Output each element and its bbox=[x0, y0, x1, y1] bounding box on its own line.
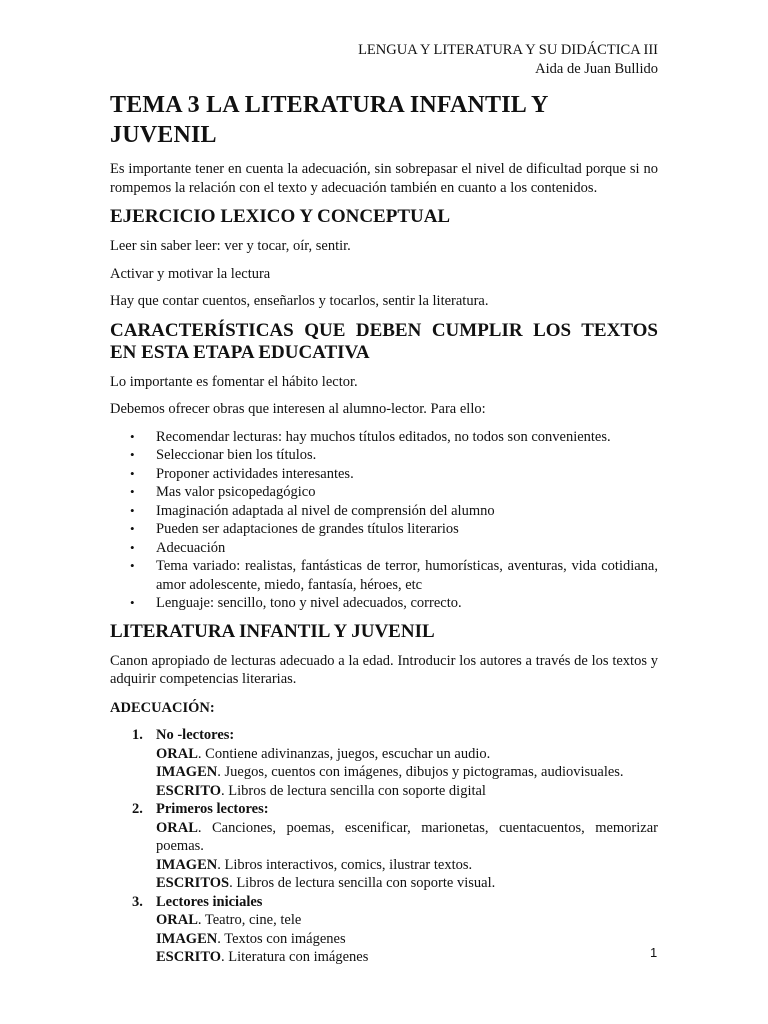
mode-text: . Libros de lectura sencilla con soporte digital bbox=[221, 782, 486, 799]
mode-line bbox=[156, 948, 658, 967]
level-title: Primeros lectores: bbox=[156, 801, 269, 817]
list-item-level bbox=[110, 893, 658, 967]
list-number: 3. bbox=[132, 893, 143, 910]
list-item bbox=[110, 594, 658, 613]
bullet-icon: • bbox=[130, 428, 135, 444]
mode-text: . Canciones, poemas, escenificar, marionetas, cuentacuentos, memorizar poemas. bbox=[156, 819, 658, 854]
list-item bbox=[110, 502, 658, 521]
bullet-icon: • bbox=[130, 558, 135, 573]
bullet-icon: • bbox=[130, 447, 135, 462]
intro-paragraph: Es importante tener en cuenta la adecuación, sin sobrepasar el nivel de dificultad porque si no rompemos la relación con el texto y adecuación también en cuanto a los contenidos. bbox=[110, 161, 658, 196]
mode-text: . Juegos, cuentos con imágenes, dibujos y pictogramas, audiovisuales. bbox=[217, 764, 624, 780]
mode-label: ESCRITO bbox=[156, 782, 222, 799]
list-item bbox=[110, 483, 658, 502]
list-item-text: Recomendar lecturas: hay muchos títulos editados, no todos son convenientes. bbox=[156, 428, 611, 445]
list-item-text: Tema variado: realistas, fantásticas de terror, humorísticas, aventuras, vida cotidiana, amor adolescente, miedo, fantasía, héroes, etc bbox=[156, 558, 658, 593]
section-heading-ejercicio: EJERCICIO LEXICO Y CONCEPTUAL bbox=[110, 206, 451, 227]
section-heading-literatura: LITERATURA INFANTIL Y JUVENIL bbox=[110, 620, 435, 642]
list-number: 2. bbox=[132, 801, 143, 817]
mode-line bbox=[156, 930, 658, 949]
page-number: 1 bbox=[650, 945, 658, 960]
level-title: Lectores iniciales bbox=[156, 893, 263, 910]
page-title: TEMA 3 LA LITERATURA INFANTIL Y JUVENIL bbox=[110, 92, 548, 148]
list-item-level bbox=[110, 800, 658, 893]
mode-text: . Libros interactivos, comics, ilustrar textos. bbox=[217, 856, 473, 873]
list-item bbox=[110, 539, 658, 558]
subheading-adecuacion: ADECUACIÓN: bbox=[110, 699, 215, 716]
header-author: Aida de Juan Bullido bbox=[535, 61, 658, 77]
bullet-list bbox=[110, 428, 658, 613]
bullet-icon: • bbox=[130, 502, 135, 518]
header-course: LENGUA Y LITERATURA Y SU DIDÁCTICA III bbox=[358, 42, 658, 58]
list-item bbox=[110, 428, 658, 447]
mode-label: IMAGEN bbox=[156, 930, 218, 947]
list-item-text: Imaginación adaptada al nivel de comprensión del alumno bbox=[156, 502, 495, 519]
mode-label: ORAL bbox=[156, 745, 198, 762]
list-item bbox=[110, 446, 658, 465]
mode-label: ESCRITO bbox=[156, 949, 222, 965]
list-item-text: Mas valor psicopedagógico bbox=[156, 484, 316, 500]
mode-label: IMAGEN bbox=[156, 856, 218, 873]
list-item bbox=[110, 557, 658, 594]
mode-line bbox=[156, 911, 658, 930]
mode-text: . Textos con imágenes bbox=[217, 930, 346, 947]
bullet-icon: • bbox=[130, 484, 135, 499]
mode-text: . Literatura con imágenes bbox=[221, 949, 369, 965]
page-header bbox=[358, 41, 658, 79]
mode-text: . Teatro, cine, tele bbox=[197, 912, 302, 928]
numbered-list bbox=[110, 726, 658, 967]
paragraph: Leer sin saber leer: ver y tocar, oír, sentir. bbox=[110, 238, 351, 254]
mode-label: ORAL bbox=[156, 819, 198, 836]
list-item-text: Pueden ser adaptaciones de grandes títulos literarios bbox=[156, 521, 459, 537]
bullet-icon: • bbox=[130, 539, 135, 555]
paragraph: Hay que contar cuentos, enseñarlos y tocarlos, sentir la literatura. bbox=[110, 293, 489, 309]
list-item-text: Proponer actividades interesantes. bbox=[156, 465, 354, 482]
paragraph: Activar y motivar la lectura bbox=[110, 265, 271, 282]
mode-label: IMAGEN bbox=[156, 764, 218, 780]
list-number: 1. bbox=[132, 727, 143, 743]
mode-text: . Libros de lectura sencilla con soporte visual. bbox=[229, 875, 496, 891]
list-item-level bbox=[110, 726, 658, 800]
mode-line bbox=[156, 745, 658, 764]
bullet-icon: • bbox=[130, 465, 135, 481]
mode-line bbox=[156, 874, 658, 893]
paragraph: Canon apropiado de lecturas adecuado a la edad. Introducir los autores a través de los textos y adquirir competencias literarias. bbox=[110, 652, 658, 687]
level-title: No -lectores: bbox=[156, 727, 235, 743]
bullet-icon: • bbox=[130, 595, 135, 610]
mode-label: ESCRITOS bbox=[156, 875, 230, 891]
list-item bbox=[110, 465, 658, 484]
list-item-text: Lenguaje: sencillo, tono y nivel adecuados, correcto. bbox=[156, 595, 462, 611]
section-heading-caracteristicas: CARACTERÍSTICAS QUE DEBEN CUMPLIR LOS TEXTOS EN ESTA ETAPA EDUCATIVA bbox=[110, 319, 658, 363]
mode-line bbox=[156, 782, 658, 801]
list-item-text: Seleccionar bien los títulos. bbox=[156, 447, 317, 463]
mode-text: . Contiene adivinanzas, juegos, escuchar un audio. bbox=[197, 745, 491, 762]
paragraph: Debemos ofrecer obras que interesen al alumno-lector. Para ello: bbox=[110, 401, 486, 417]
page-content bbox=[110, 90, 658, 967]
mode-label: ORAL bbox=[156, 912, 198, 928]
mode-line bbox=[156, 819, 658, 856]
paragraph: Lo importante es fomentar el hábito lector. bbox=[110, 373, 358, 390]
mode-line bbox=[156, 856, 658, 875]
list-item bbox=[110, 520, 658, 539]
mode-line bbox=[156, 763, 658, 782]
bullet-icon: • bbox=[130, 521, 135, 536]
list-item-text: Adecuación bbox=[156, 539, 226, 556]
